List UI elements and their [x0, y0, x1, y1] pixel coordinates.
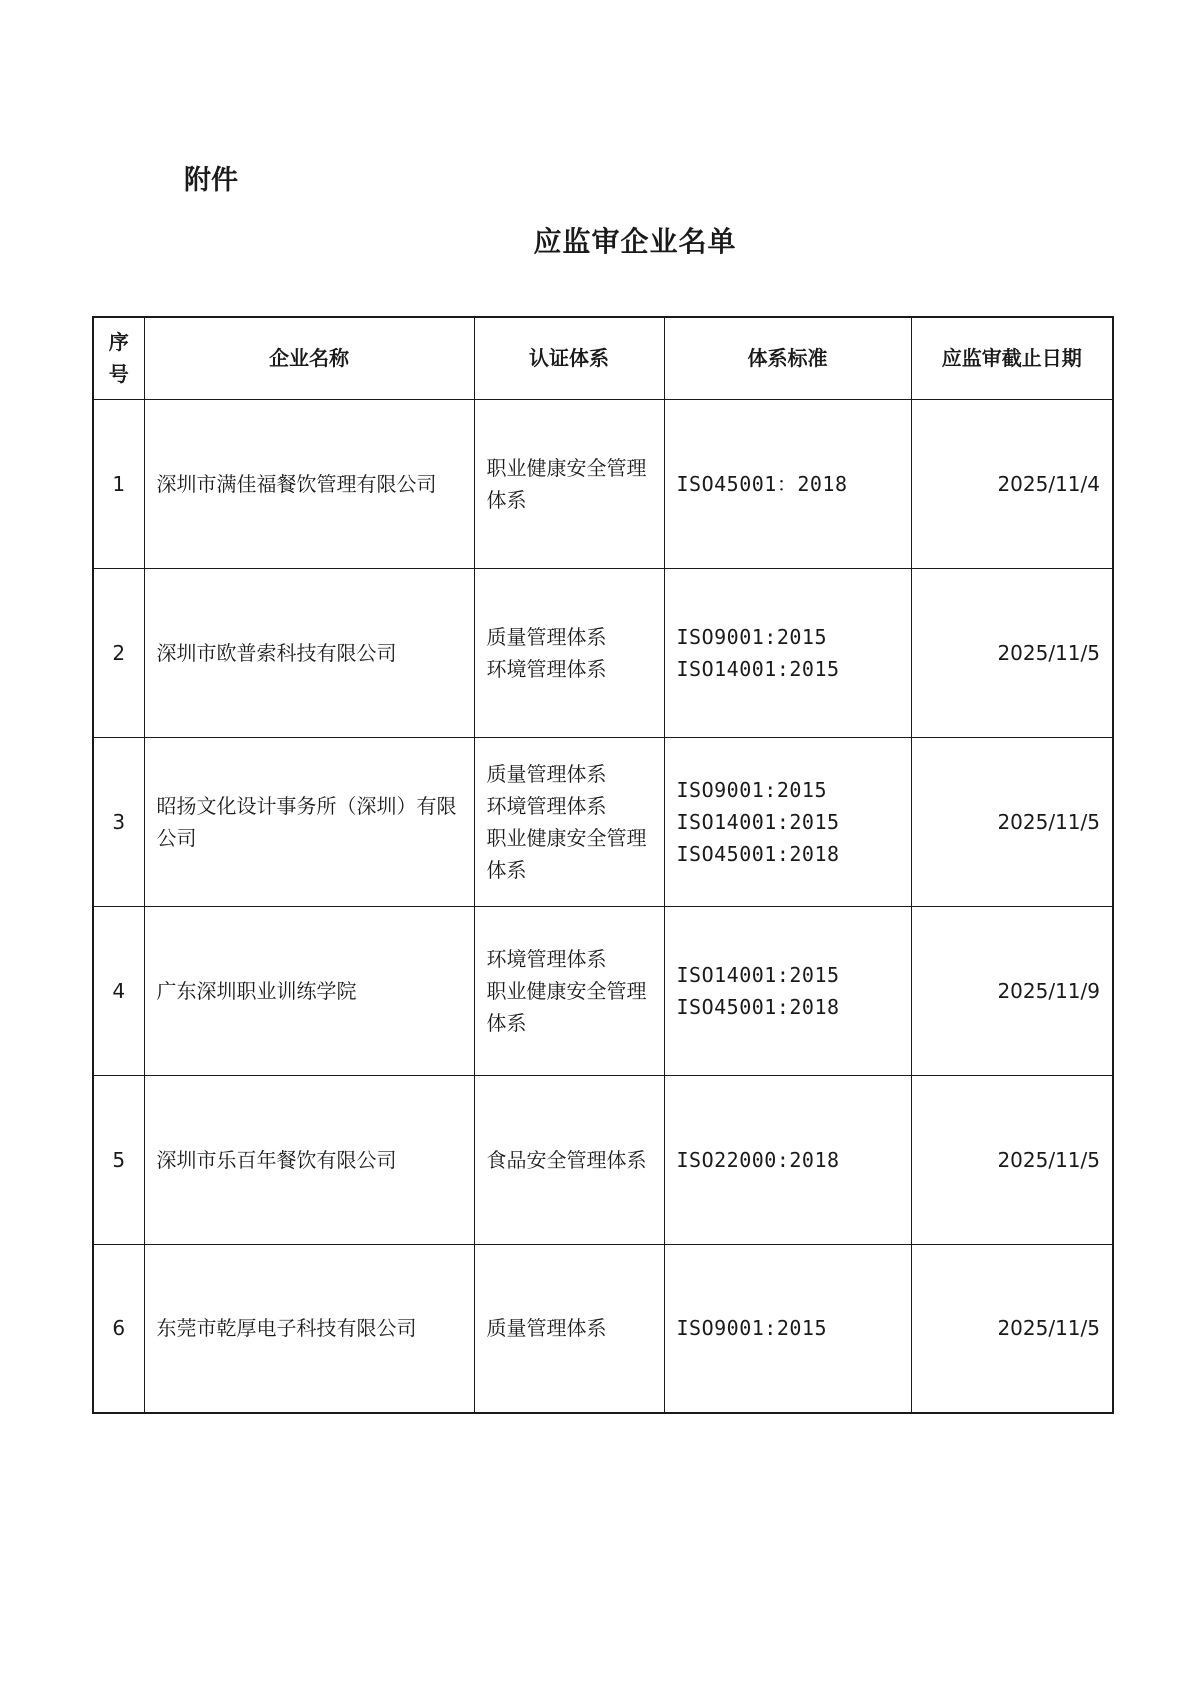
cell-index: 4 [93, 906, 144, 1075]
header-index-label: 序 号 [108, 330, 129, 387]
cell-standard: ISO45001：2018 [664, 399, 911, 568]
cell-system: 环境管理体系 职业健康安全管理体系 [474, 906, 664, 1075]
attachment-label: 附件 [184, 165, 238, 196]
cell-deadline: 2025/11/5 [911, 568, 1113, 737]
cell-company: 昭扬文化设计事务所（深圳）有限公司 [144, 737, 474, 906]
header-index [93, 317, 144, 399]
page-title: 应监审企业名单 [533, 225, 737, 258]
cell-system: 质量管理体系 环境管理体系 职业健康安全管理体系 [474, 737, 664, 906]
cell-index: 3 [93, 737, 144, 906]
cell-index: 1 [93, 399, 144, 568]
table-row [93, 1244, 1113, 1413]
table-row [93, 399, 1113, 568]
cell-company: 深圳市满佳福餐饮管理有限公司 [144, 399, 474, 568]
table-header-row [93, 317, 1113, 399]
table-row [93, 737, 1113, 906]
cell-company: 深圳市乐百年餐饮有限公司 [144, 1075, 474, 1244]
cell-company: 广东深圳职业训练学院 [144, 906, 474, 1075]
cell-deadline: 2025/11/4 [911, 399, 1113, 568]
cell-deadline: 2025/11/5 [911, 737, 1113, 906]
cell-company: 东莞市乾厚电子科技有限公司 [144, 1244, 474, 1413]
cell-system: 质量管理体系 [474, 1244, 664, 1413]
cell-system: 职业健康安全管理体系 [474, 399, 664, 568]
cell-deadline: 2025/11/9 [911, 906, 1113, 1075]
header-company: 企业名称 [144, 317, 474, 399]
table-row [93, 1075, 1113, 1244]
cell-deadline: 2025/11/5 [911, 1244, 1113, 1413]
cell-system: 质量管理体系 环境管理体系 [474, 568, 664, 737]
cell-deadline: 2025/11/5 [911, 1075, 1113, 1244]
cell-standard: ISO9001:2015 ISO14001:2015 [664, 568, 911, 737]
cell-system: 食品安全管理体系 [474, 1075, 664, 1244]
cell-index: 2 [93, 568, 144, 737]
table-row [93, 906, 1113, 1075]
header-system: 认证体系 [474, 317, 664, 399]
cell-standard: ISO9001:2015 [664, 1244, 911, 1413]
header-deadline: 应监审截止日期 [911, 317, 1113, 399]
table-row [93, 568, 1113, 737]
cell-standard: ISO22000:2018 [664, 1075, 911, 1244]
header-standard: 体系标准 [664, 317, 911, 399]
company-table [92, 316, 1114, 1414]
cell-index: 6 [93, 1244, 144, 1413]
cell-standard: ISO14001:2015 ISO45001:2018 [664, 906, 911, 1075]
cell-company: 深圳市欧普索科技有限公司 [144, 568, 474, 737]
cell-standard: ISO9001:2015 ISO14001:2015 ISO45001:2018 [664, 737, 911, 906]
cell-index: 5 [93, 1075, 144, 1244]
